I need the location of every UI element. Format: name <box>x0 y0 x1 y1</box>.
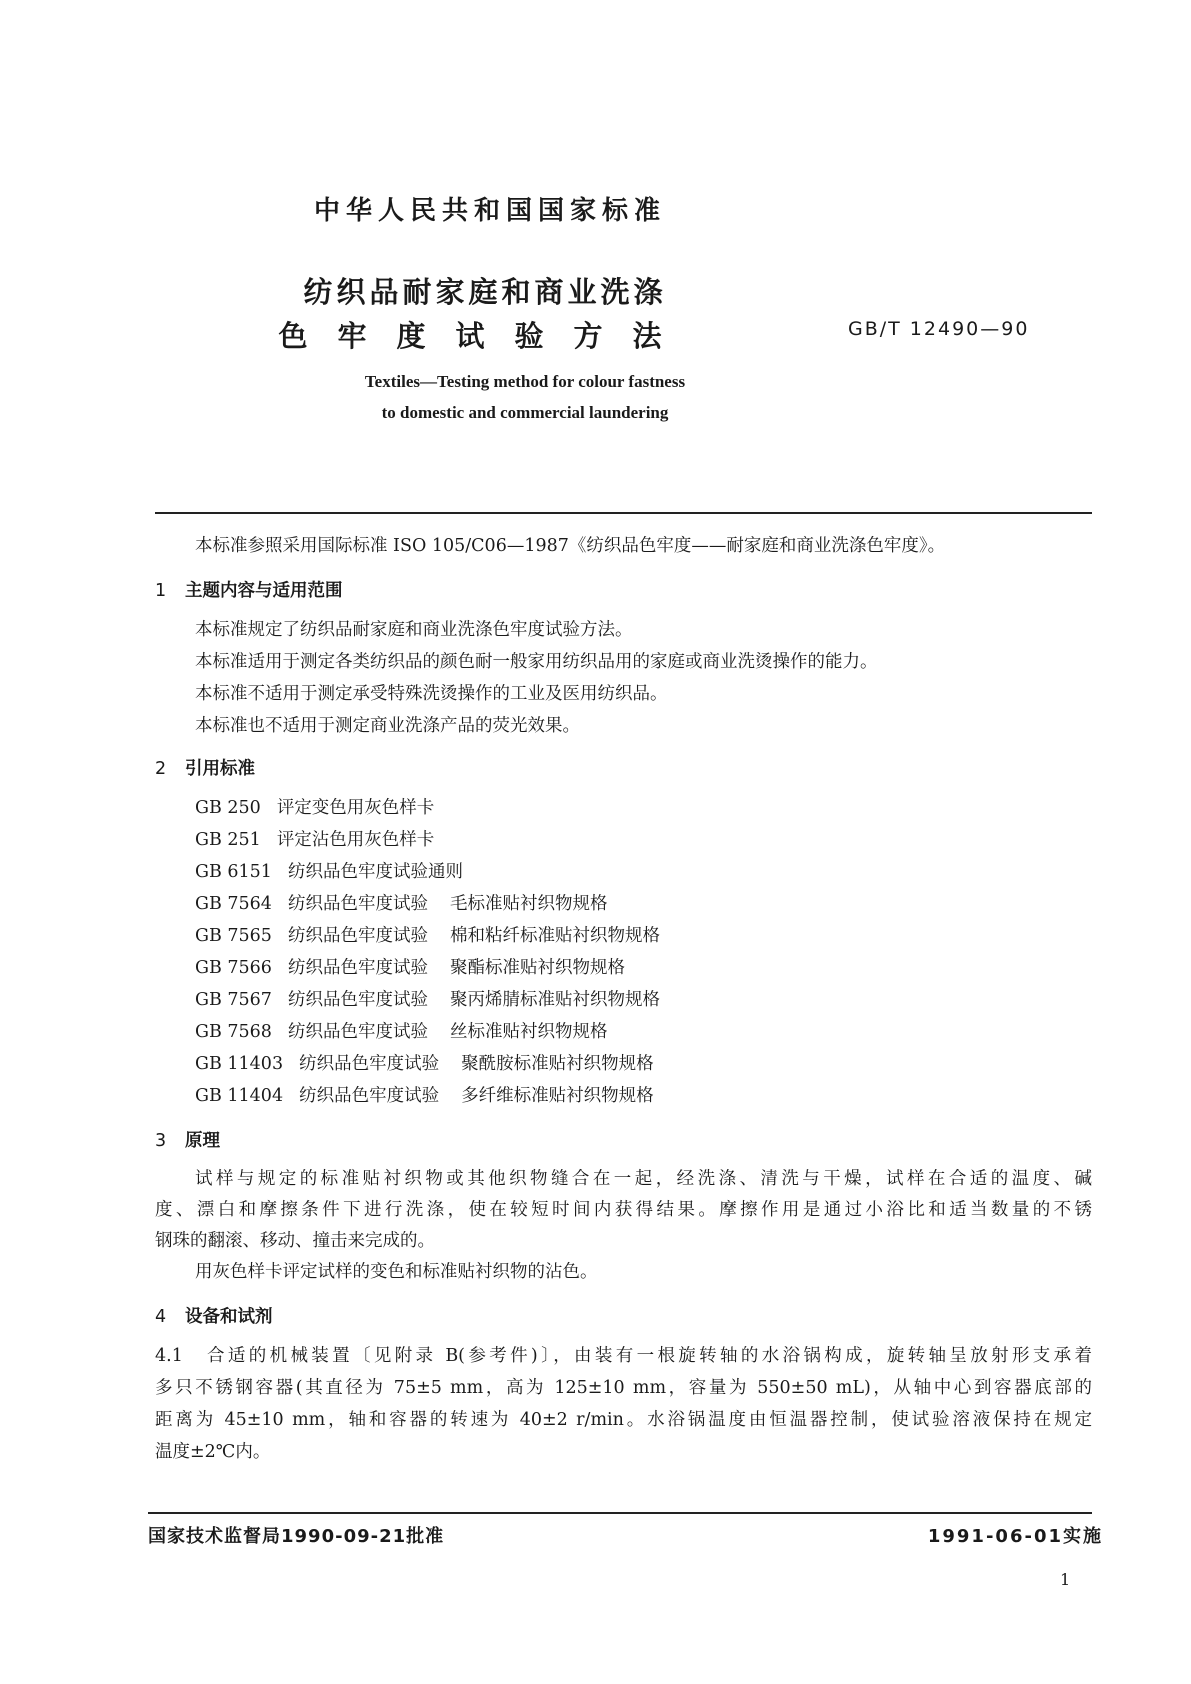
paragraph-line: 距离为 45±10 mm，轴和容器的转速为 40±2 r/min。水浴锅温度由恒温器控制，使试验溶液保持在规定 <box>155 1410 1092 1430</box>
reference-code: GB 7567 <box>195 990 272 1010</box>
section-number: 1 <box>155 581 167 601</box>
reference-item <box>155 1016 1092 1048</box>
paragraph-line: 试样与规定的标准贴衬织物或其他织物缝合在一起，经洗涤、清洗与干燥，试样在合适的温度、碱 <box>195 1169 1092 1189</box>
reference-subtitle: 聚酰胺标准贴衬织物规格 <box>461 1054 654 1074</box>
reference-code: GB 7565 <box>195 926 272 946</box>
paragraph-line: 4.1 合适的机械装置〔见附录 B(参考件)〕，由装有一根旋转轴的水浴锅构成，旋转轴呈放射形支承着 <box>155 1346 1092 1366</box>
intro-paragraph: 本标准参照采用国际标准 ISO 105/C06—1987《纺织品色牢度——耐家庭和商业洗涤色牢度》。 <box>195 536 946 556</box>
reference-code: GB 11404 <box>195 1086 284 1106</box>
paragraph-line: 钢珠的翻滚、移动、撞击来完成的。 <box>155 1231 435 1251</box>
section-title: 主题内容与适用范围 <box>185 581 343 601</box>
paragraph: 用灰色样卡评定试样的变色和标准贴衬织物的沾色。 <box>195 1262 598 1282</box>
reference-title: 评定变色用灰色样卡 <box>276 798 435 818</box>
document-body <box>155 530 1092 1468</box>
section-1-heading <box>155 568 1092 614</box>
paragraph-line: 温度±2℃内。 <box>155 1442 271 1462</box>
reference-title: 纺织品色牢度试验 <box>287 926 428 946</box>
section-4-heading <box>155 1294 1092 1340</box>
reference-item <box>155 984 1092 1016</box>
reference-item <box>155 792 1092 824</box>
paragraph: 本标准适用于测定各类纺织品的颜色耐一般家用纺织品用的家庭或商业洗烫操作的能力。 <box>195 652 878 672</box>
reference-item <box>155 1048 1092 1080</box>
reference-title: 纺织品色牢度试验 <box>299 1054 440 1074</box>
reference-code: GB 7564 <box>195 894 272 914</box>
paragraph: 本标准也不适用于测定商业洗涤产品的荧光效果。 <box>195 716 580 736</box>
reference-title: 纺织品色牢度试验 <box>287 894 428 914</box>
effective-date: 1991-06-01实施 <box>927 1526 1103 1547</box>
english-title-line2: to domestic and commercial laundering <box>381 403 669 422</box>
paragraph-line: 多只不锈钢容器(其直径为 75±5 mm，高为 125±10 mm，容量为 550±50 mL)，从轴中心到容器底部的 <box>155 1378 1092 1398</box>
reference-code: GB 6151 <box>195 862 272 882</box>
reference-list <box>155 792 1092 1112</box>
reference-title: 纺织品色牢度试验 <box>287 990 428 1010</box>
section-number: 2 <box>155 759 167 779</box>
reference-subtitle: 丝标准贴衬织物规格 <box>449 1022 608 1042</box>
reference-subtitle: 聚丙烯腈标准贴衬织物规格 <box>449 990 660 1010</box>
reference-item <box>155 856 1092 888</box>
reference-code: GB 250 <box>195 798 261 818</box>
reference-item <box>155 920 1092 952</box>
standard-code: GB/T 12490—90 <box>848 318 1030 340</box>
section-number: 3 <box>155 1131 167 1151</box>
reference-subtitle: 毛标准贴衬织物规格 <box>449 894 608 914</box>
approval-info: 国家技术监督局1990-09-21批准 <box>148 1526 445 1547</box>
reference-title: 纺织品色牢度试验 <box>287 1022 428 1042</box>
reference-title: 评定沾色用灰色样卡 <box>276 830 435 850</box>
reference-subtitle: 棉和粘纤标准贴衬织物规格 <box>449 926 660 946</box>
header-divider <box>155 512 1092 514</box>
section-number: 4 <box>155 1307 167 1327</box>
reference-title: 纺织品色牢度试验 <box>299 1086 440 1106</box>
paragraph: 本标准规定了纺织品耐家庭和商业洗涤色牢度试验方法。 <box>195 620 633 640</box>
reference-code: GB 7566 <box>195 958 272 978</box>
document-title-line1: 纺织品耐家庭和商业洗涤 <box>303 275 667 309</box>
reference-item <box>155 888 1092 920</box>
reference-item <box>155 952 1092 984</box>
document-title-line2: 色牢度试验方法 <box>278 319 692 353</box>
english-title-line1: Textiles—Testing method for colour fastness <box>364 372 686 391</box>
reference-item <box>155 824 1092 856</box>
reference-subtitle: 多纤维标准贴衬织物规格 <box>461 1086 654 1106</box>
section-title: 原理 <box>185 1131 220 1151</box>
paragraph-line: 度、漂白和摩擦条件下进行洗涤，使在较短时间内获得结果。摩擦作用是通过小浴比和适当数量的不锈 <box>155 1200 1092 1220</box>
section-2-heading <box>155 746 1092 792</box>
page-number: 1 <box>1060 1570 1071 1589</box>
reference-code: GB 251 <box>195 830 261 850</box>
reference-title: 纺织品色牢度试验通则 <box>287 862 463 882</box>
footer-divider <box>148 1512 1092 1514</box>
paragraph: 本标准不适用于测定承受特殊洗烫操作的工业及医用纺织品。 <box>195 684 668 704</box>
reference-item <box>155 1080 1092 1112</box>
section-title: 引用标准 <box>185 759 255 779</box>
national-standard-heading: 中华人民共和国国家标准 <box>313 196 666 226</box>
reference-code: GB 7568 <box>195 1022 272 1042</box>
reference-title: 纺织品色牢度试验 <box>287 958 428 978</box>
reference-subtitle: 聚酯标准贴衬织物规格 <box>449 958 625 978</box>
section-title: 设备和试剂 <box>185 1307 273 1327</box>
section-3-heading <box>155 1118 1092 1164</box>
reference-code: GB 11403 <box>195 1054 284 1074</box>
